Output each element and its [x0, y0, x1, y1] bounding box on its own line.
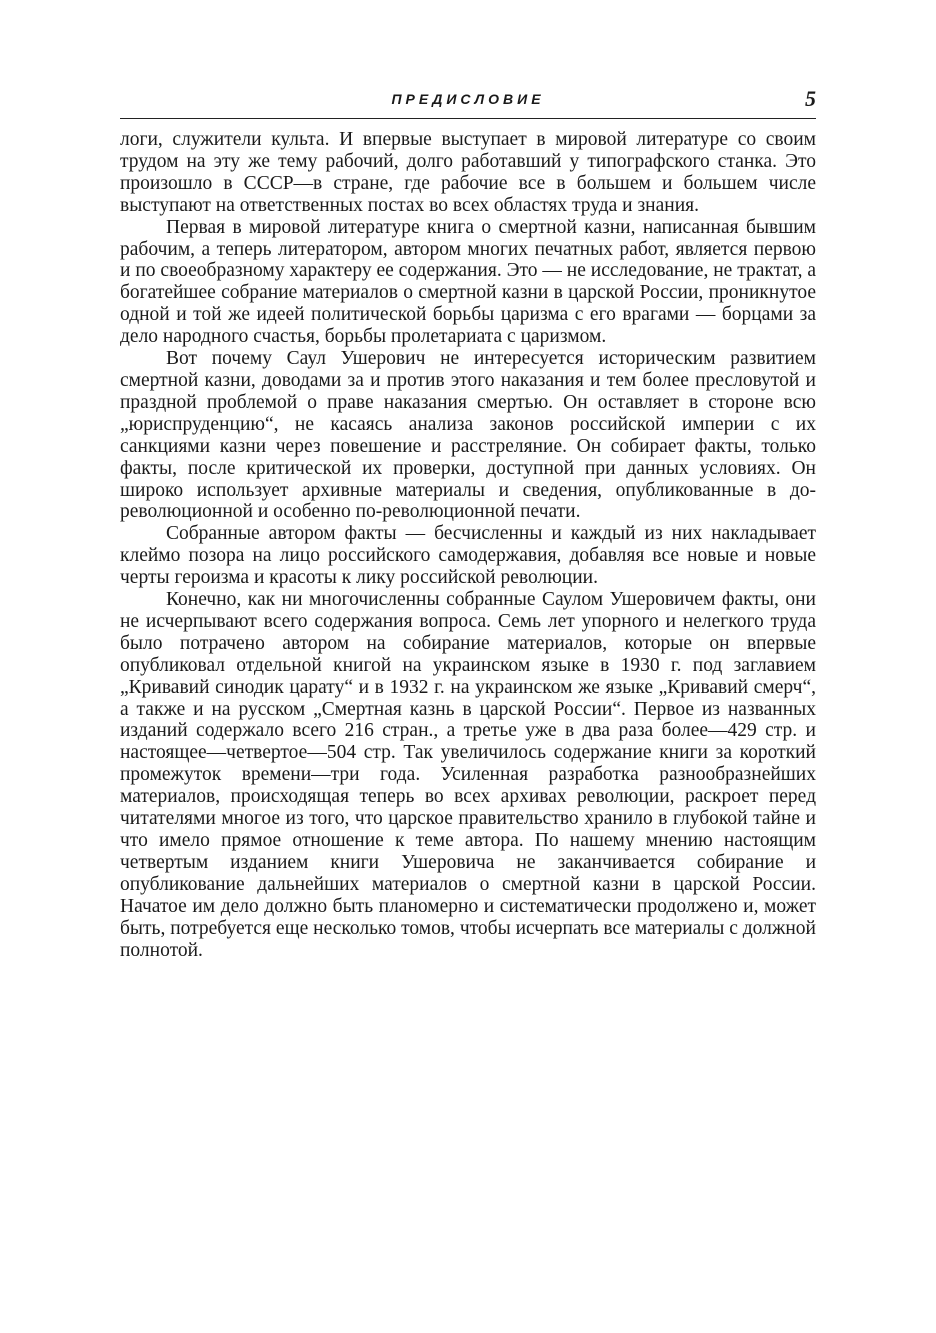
- paragraph-3: Вот почему Саул Ушерович не интересуется историческим развитием смертной казни, доводами за и против этого наказания и тем более пресловутой и праздной проблемой о праве наказания смертью. Он оставляет в стороне всю „юриспруденцию“, не касаясь анализа законов российской империи с их санкциями казни через повешение и расстреляние. Он собирает факты, только факты, после критической их проверки, доступной при данных условиях. Он широко использует архивные материалы и сведения, опубликованные в до-революционной и особенно по-революционной печати.: [120, 348, 816, 523]
- paragraph-4: Собранные автором факты — бесчисленны и каждый из них накладывает клеймо позора на лицо российского самодержавия, добавляя все новые и новые черты героизма и красоты к лику российской революции.: [120, 523, 816, 589]
- running-header: [120, 86, 816, 119]
- page-number: 5: [805, 86, 816, 111]
- preface-body: [120, 129, 816, 961]
- document-page: [120, 86, 816, 961]
- paragraph-1-continued: логи, служители культа. И впервые выступает в мировой литературе со своим трудом на эту же тему рабочий, долго работавший у типографского станка. Это произошло в СССР—в стране, где рабочие все в большем и большем числе выступают на ответственных постах во всех областях труда и знания.: [120, 129, 816, 216]
- paragraph-5: Конечно, как ни многочисленны собранные Саулом Ушеровичем факты, они не исчерпывают всего содержания вопроса. Семь лет упорного и нелегкого труда было потрачено автором на собирание материалов, которые он впервые опубликовал отдельной книгой на украинском языке в 1930 г. под заглавием „Кривавий синодик царату“ и в 1932 г. на украинском же языке „Кривавий смерч“, а также и на русском „Смертная казнь в царской России“. Первое из названных изданий содержало всего 216 стран., а третье уже в два раза более—429 стр. и настоящее—четвертое—504 стр. Так увеличилось содержание книги за короткий промежуток времени—три года. Усиленная разработка разнообразнейших материалов, происходящая теперь во всех архивах революции, раскроет перед читателями многое из того, что царское правительство хранило в глубокой тайне и что имело прямое отношение к теме автора. По нашему мнению настоящим четвертым изданием книги Ушеровича не заканчивается собирание и опубликование дальнейших материалов о смертной казни в царской России. Начатое им дело должно быть планомерно и систематически продолжено и, может быть, потребуется еще несколько томов, чтобы исчерпать все материалы с должной полнотой.: [120, 589, 816, 961]
- paragraph-2: Первая в мировой литературе книга о смертной казни, написанная бывшим рабочим, а теперь литератором, автором многих печатных работ, является первою и по своеобразному характеру ее содержания. Это — не исследование, не трактат, а богатейшее собрание материалов о смертной казни в царской России, проникнутое одной и той же идеей политической борьбы царизма с его врагами — борцами за дело народного счастья, борьбы пролетариата с царизмом.: [120, 216, 816, 348]
- running-title: ПРЕДИСЛОВИЕ: [391, 91, 545, 107]
